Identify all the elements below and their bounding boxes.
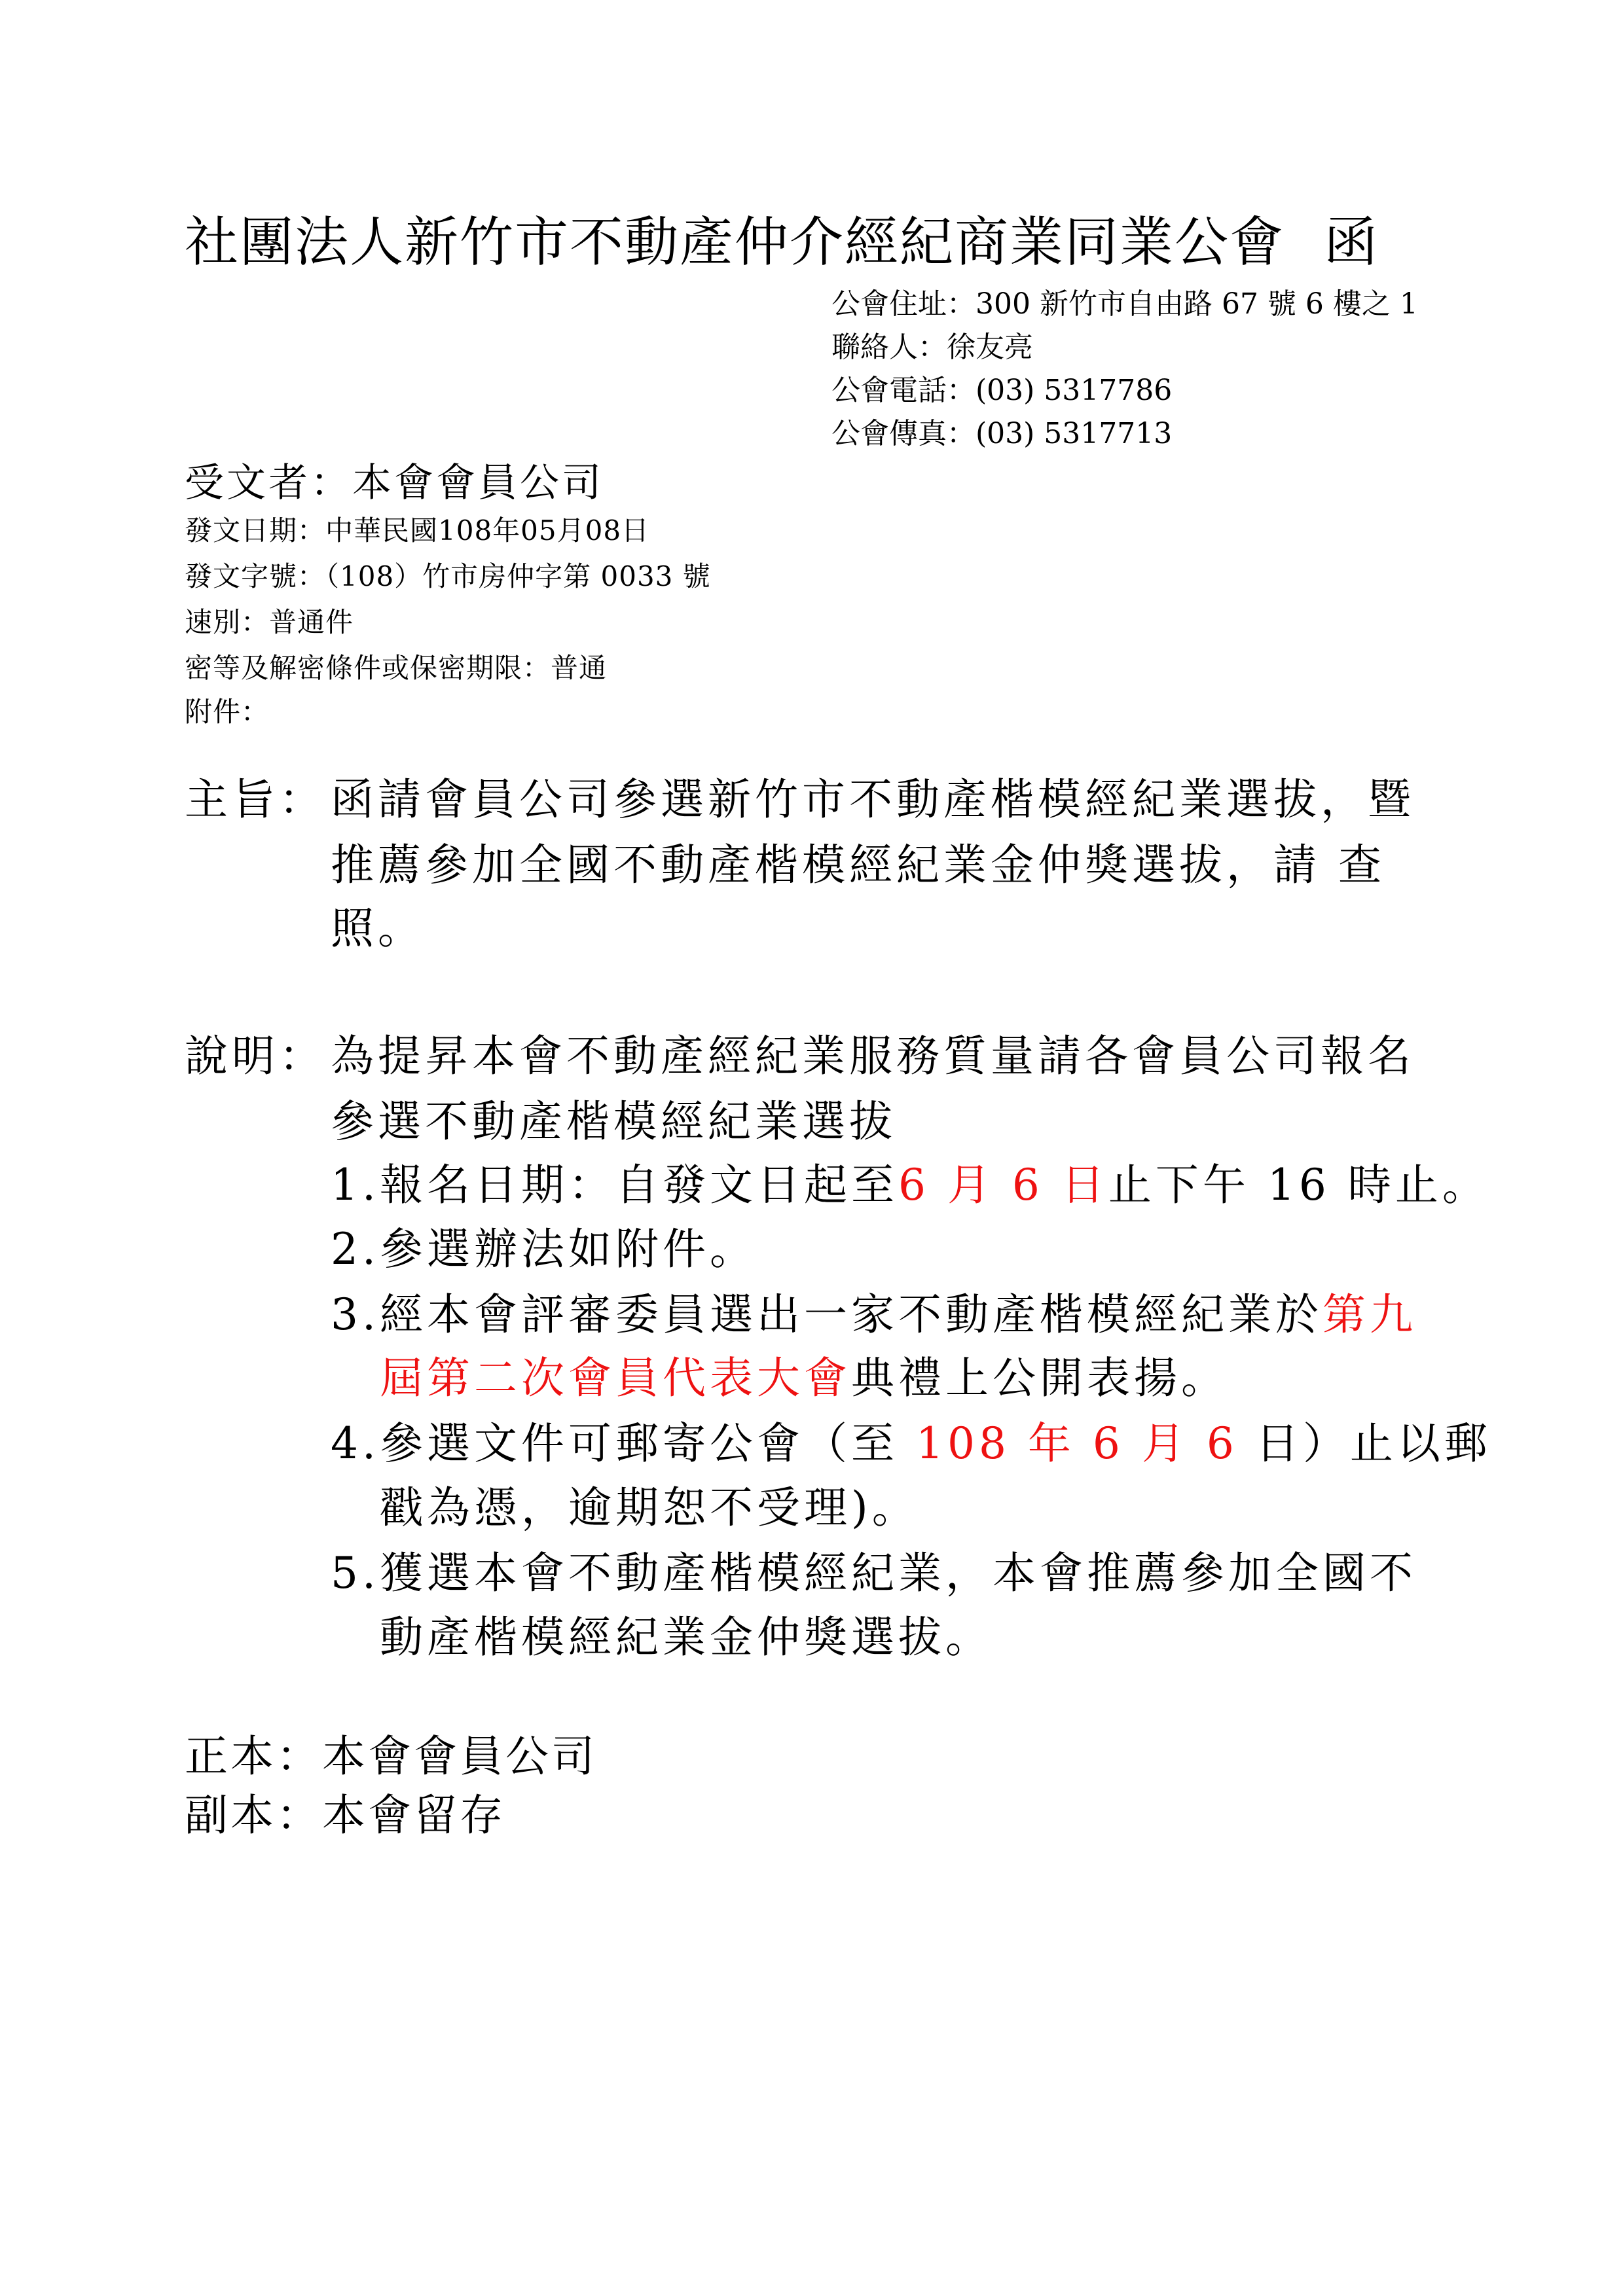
- doc-type: 函: [1324, 211, 1379, 274]
- list-item-1: [331, 1150, 1489, 1212]
- item-text: 參選文件可郵寄公會（至: [379, 1418, 916, 1469]
- subject-line: 照。: [331, 903, 425, 954]
- original-recipient: 正本：本會會員公司: [185, 1731, 597, 1782]
- highlight-deadline: 6 月 6 日: [898, 1160, 1108, 1210]
- explanation-label: 說明：: [185, 1031, 326, 1081]
- contact-person: 聯絡人：徐友亮: [831, 331, 1033, 364]
- item-text: 典禮上公開表揚。: [851, 1353, 1228, 1403]
- doc-number: 發文字號：（108）竹市房仲字第 0033 號: [185, 560, 711, 592]
- list-item-5-cont: [380, 1602, 993, 1664]
- list-item-4-cont: [380, 1473, 919, 1535]
- document-title: [185, 200, 1379, 276]
- subject-line: 函請會員公司參選新竹市不動產楷模經紀業選拔，暨: [331, 774, 1415, 825]
- explanation-intro: 參選不動產楷模經紀業選拔: [331, 1096, 896, 1147]
- list-item-5: [331, 1538, 1417, 1600]
- issue-date: 發文日期：中華民國108年05月08日: [185, 514, 650, 547]
- org-name: 社團法人新竹市不動產仲介經紀商業同業公會: [185, 211, 1285, 274]
- recipient: 受文者：本會會員公司: [185, 460, 604, 506]
- copy-recipient: 副本：本會留存: [185, 1790, 505, 1840]
- highlight-event: 第九: [1322, 1289, 1417, 1340]
- explanation-intro: 為提昇本會不動產經紀業服務質量請各會員公司報名: [331, 1031, 1415, 1081]
- org-address: 公會住址：300 新竹市自由路 67 號 6 樓之 1: [831, 287, 1418, 321]
- list-item-3: [331, 1280, 1417, 1342]
- item-number: 5.: [331, 1548, 380, 1598]
- subject-line: 推薦參加全國不動產楷模經紀業金仲獎選拔，請 查: [331, 840, 1385, 890]
- item-text: 日）止以郵: [1255, 1418, 1491, 1469]
- item-number: 4.: [331, 1418, 380, 1469]
- highlight-event: 屆第二次會員代表大會: [380, 1353, 851, 1403]
- item-text: 經本會評審委員選出一家不動產楷模經紀業於: [379, 1289, 1322, 1340]
- speed-class: 速別：普通件: [185, 606, 354, 638]
- item-number: 2.: [331, 1224, 380, 1274]
- list-item-4: [331, 1408, 1491, 1471]
- attachment: 附件：: [185, 696, 270, 728]
- item-text: 止下午 16 時止。: [1108, 1160, 1489, 1210]
- list-item-3-cont: [380, 1343, 1228, 1405]
- item-text: 獲選本會不動產楷模經紀業，本會推薦參加全國不: [379, 1548, 1417, 1598]
- item-text: 參選辦法如附件。: [379, 1224, 757, 1274]
- item-text: 戳為憑，逾期恕不受理)。: [380, 1482, 919, 1533]
- item-number: 1.: [331, 1160, 380, 1210]
- org-fax: 公會傳真：(03) 5317713: [831, 417, 1173, 450]
- item-text: 動產楷模經紀業金仲獎選拔。: [380, 1612, 993, 1662]
- subject-label: 主旨：: [185, 774, 326, 825]
- item-text: 報名日期：自發文日起至: [379, 1160, 898, 1210]
- item-number: 3.: [331, 1289, 380, 1340]
- highlight-deadline: 108 年 6 月 6: [915, 1418, 1256, 1469]
- secrecy-level: 密等及解密條件或保密期限：普通: [185, 652, 608, 684]
- org-phone: 公會電話：(03) 5317786: [831, 374, 1173, 407]
- list-item-2: [331, 1214, 757, 1276]
